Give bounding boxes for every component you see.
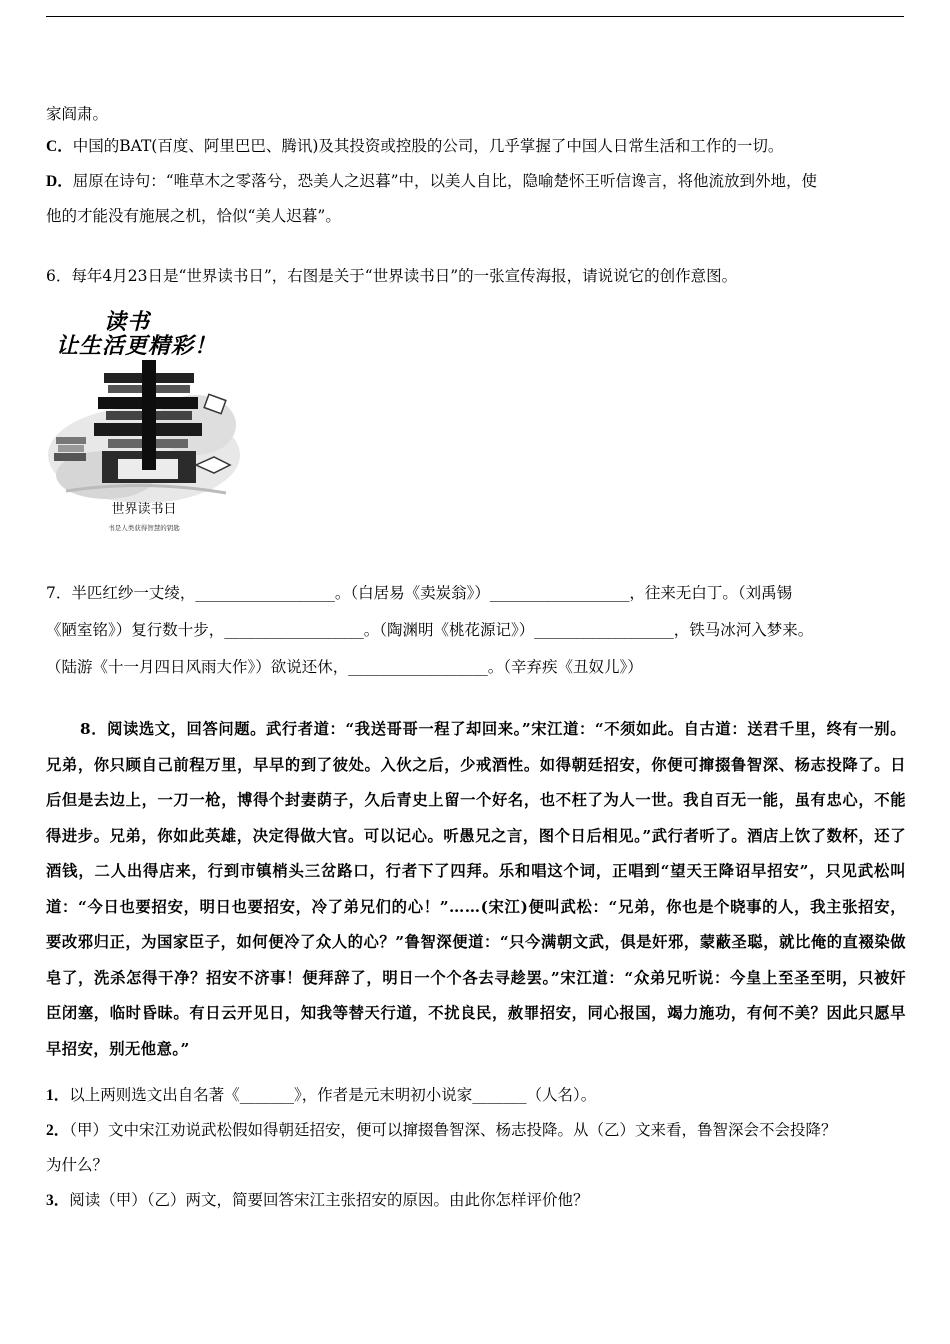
sub-question-1: 1．以上两则选文出自名著《_______》，作者是元末明初小说家_______（人名）。 bbox=[46, 1086, 597, 1104]
sub-question-2: 2．（甲）文中宋江劝说武松假如得朝廷招安，便可以撺掇鲁智深、杨志投降。从（乙）文来看，鲁智深会不会投降？ bbox=[46, 1121, 837, 1139]
question-7-line: 7．半匹红纱一丈绫，__________________。（白居易《卖炭翁》）__________________，往来无白丁。（刘禹锡 bbox=[46, 584, 793, 602]
text-line: 他的才能没有施展之机，恰似“美人迟暮”。 bbox=[46, 207, 341, 225]
poster-subtitle: 书是人类获得智慧的钥匙 bbox=[108, 524, 180, 532]
poster-name: 世界读书日 bbox=[111, 502, 177, 517]
poster-title: 读书 让生活更精彩！ bbox=[56, 310, 218, 359]
question-7-line: 《陋室铭》）复行数十步，__________________。（陶渊明《桃花源记》）__________________，铁马冰河入梦来。 bbox=[46, 621, 814, 639]
option-d: D．屈原在诗句：“唯草木之零落兮，恐美人之迟暮”中，以美人自比，隐喻楚怀王听信谗言，将他流放到外地，使 bbox=[46, 172, 818, 190]
question-7-line: （陆游《十一月四日风雨大作》）欲说还休，__________________。（辛弃疾《丑奴儿》） bbox=[46, 658, 643, 676]
sub-question-2-cont: 为什么？ bbox=[46, 1156, 109, 1174]
header-rule bbox=[46, 16, 904, 17]
text-line: 家阎肃。 bbox=[46, 105, 109, 123]
world-book-day-poster bbox=[46, 305, 242, 537]
question-6: 6．每年4月23日是“世界读书日”，右图是关于“世界读书日”的一张宣传海报，请说说它的创作意图。 bbox=[46, 267, 738, 285]
option-c: C．中国的BAT(百度、阿里巴巴、腾讯)及其投资或控股的公司，几乎掌握了中国人日常生活和工作的一切。 bbox=[46, 137, 784, 155]
sub-question-3: 3．阅读（甲）（乙）两文，简要回答宋江主张招安的原因。由此你怎样评价他？ bbox=[46, 1191, 589, 1209]
question-8-passage: 8．阅读选文，回答问题。武行者道：“我送哥哥一程了却回来。”宋江道：“不须如此。自古道：送君千里，终有一别。兄弟，你只顾自己前程万里，早早的到了彼处。入伙之后，少戒酒性。如得朝廷招安，你便可撺掇鲁智深、杨志投降了。日后但是去边上，一刀一枪，博得个封妻荫子，久后青史上留一个好名，也不枉了为人一世。我自百无一能，虽有忠心，不能得进步。兄弟，你如此英雄，决定得做大官。可以记心。听愚兄之言，图个日后相见。”武行者听了。酒店上饮了数杯，还了酒钱，二人出得店来，行到市镇梢头三岔路口，行者下了四拜。乐和唱这个词，正唱到“望天王降诏早招安”，只见武松叫道：“今日也要招安，明日也要招安，冷了弟兄们的心！”……(宋江)便叫武松：“兄弟，你也是个晓事的人，我主张招安，要改邪归正，为国家臣子，如何便冷了众人的心？”鲁智深便道：“只今满朝文武，俱是奸邪，蒙蔽圣聪，就比俺的直裰染做皂了，洗杀怎得干净？招安不济事！便拜辞了，明日一个个各去寻趁罢。”宋江道：“众弟兄听说：今皇上至圣至明，只被奸臣闭塞，临时昏昧。有日云开见日，知我等替天行道，不扰良民，赦罪招安，同心报国，竭力施功，有何不美？因此只愿早早招安，别无他意。” bbox=[46, 720, 906, 1058]
